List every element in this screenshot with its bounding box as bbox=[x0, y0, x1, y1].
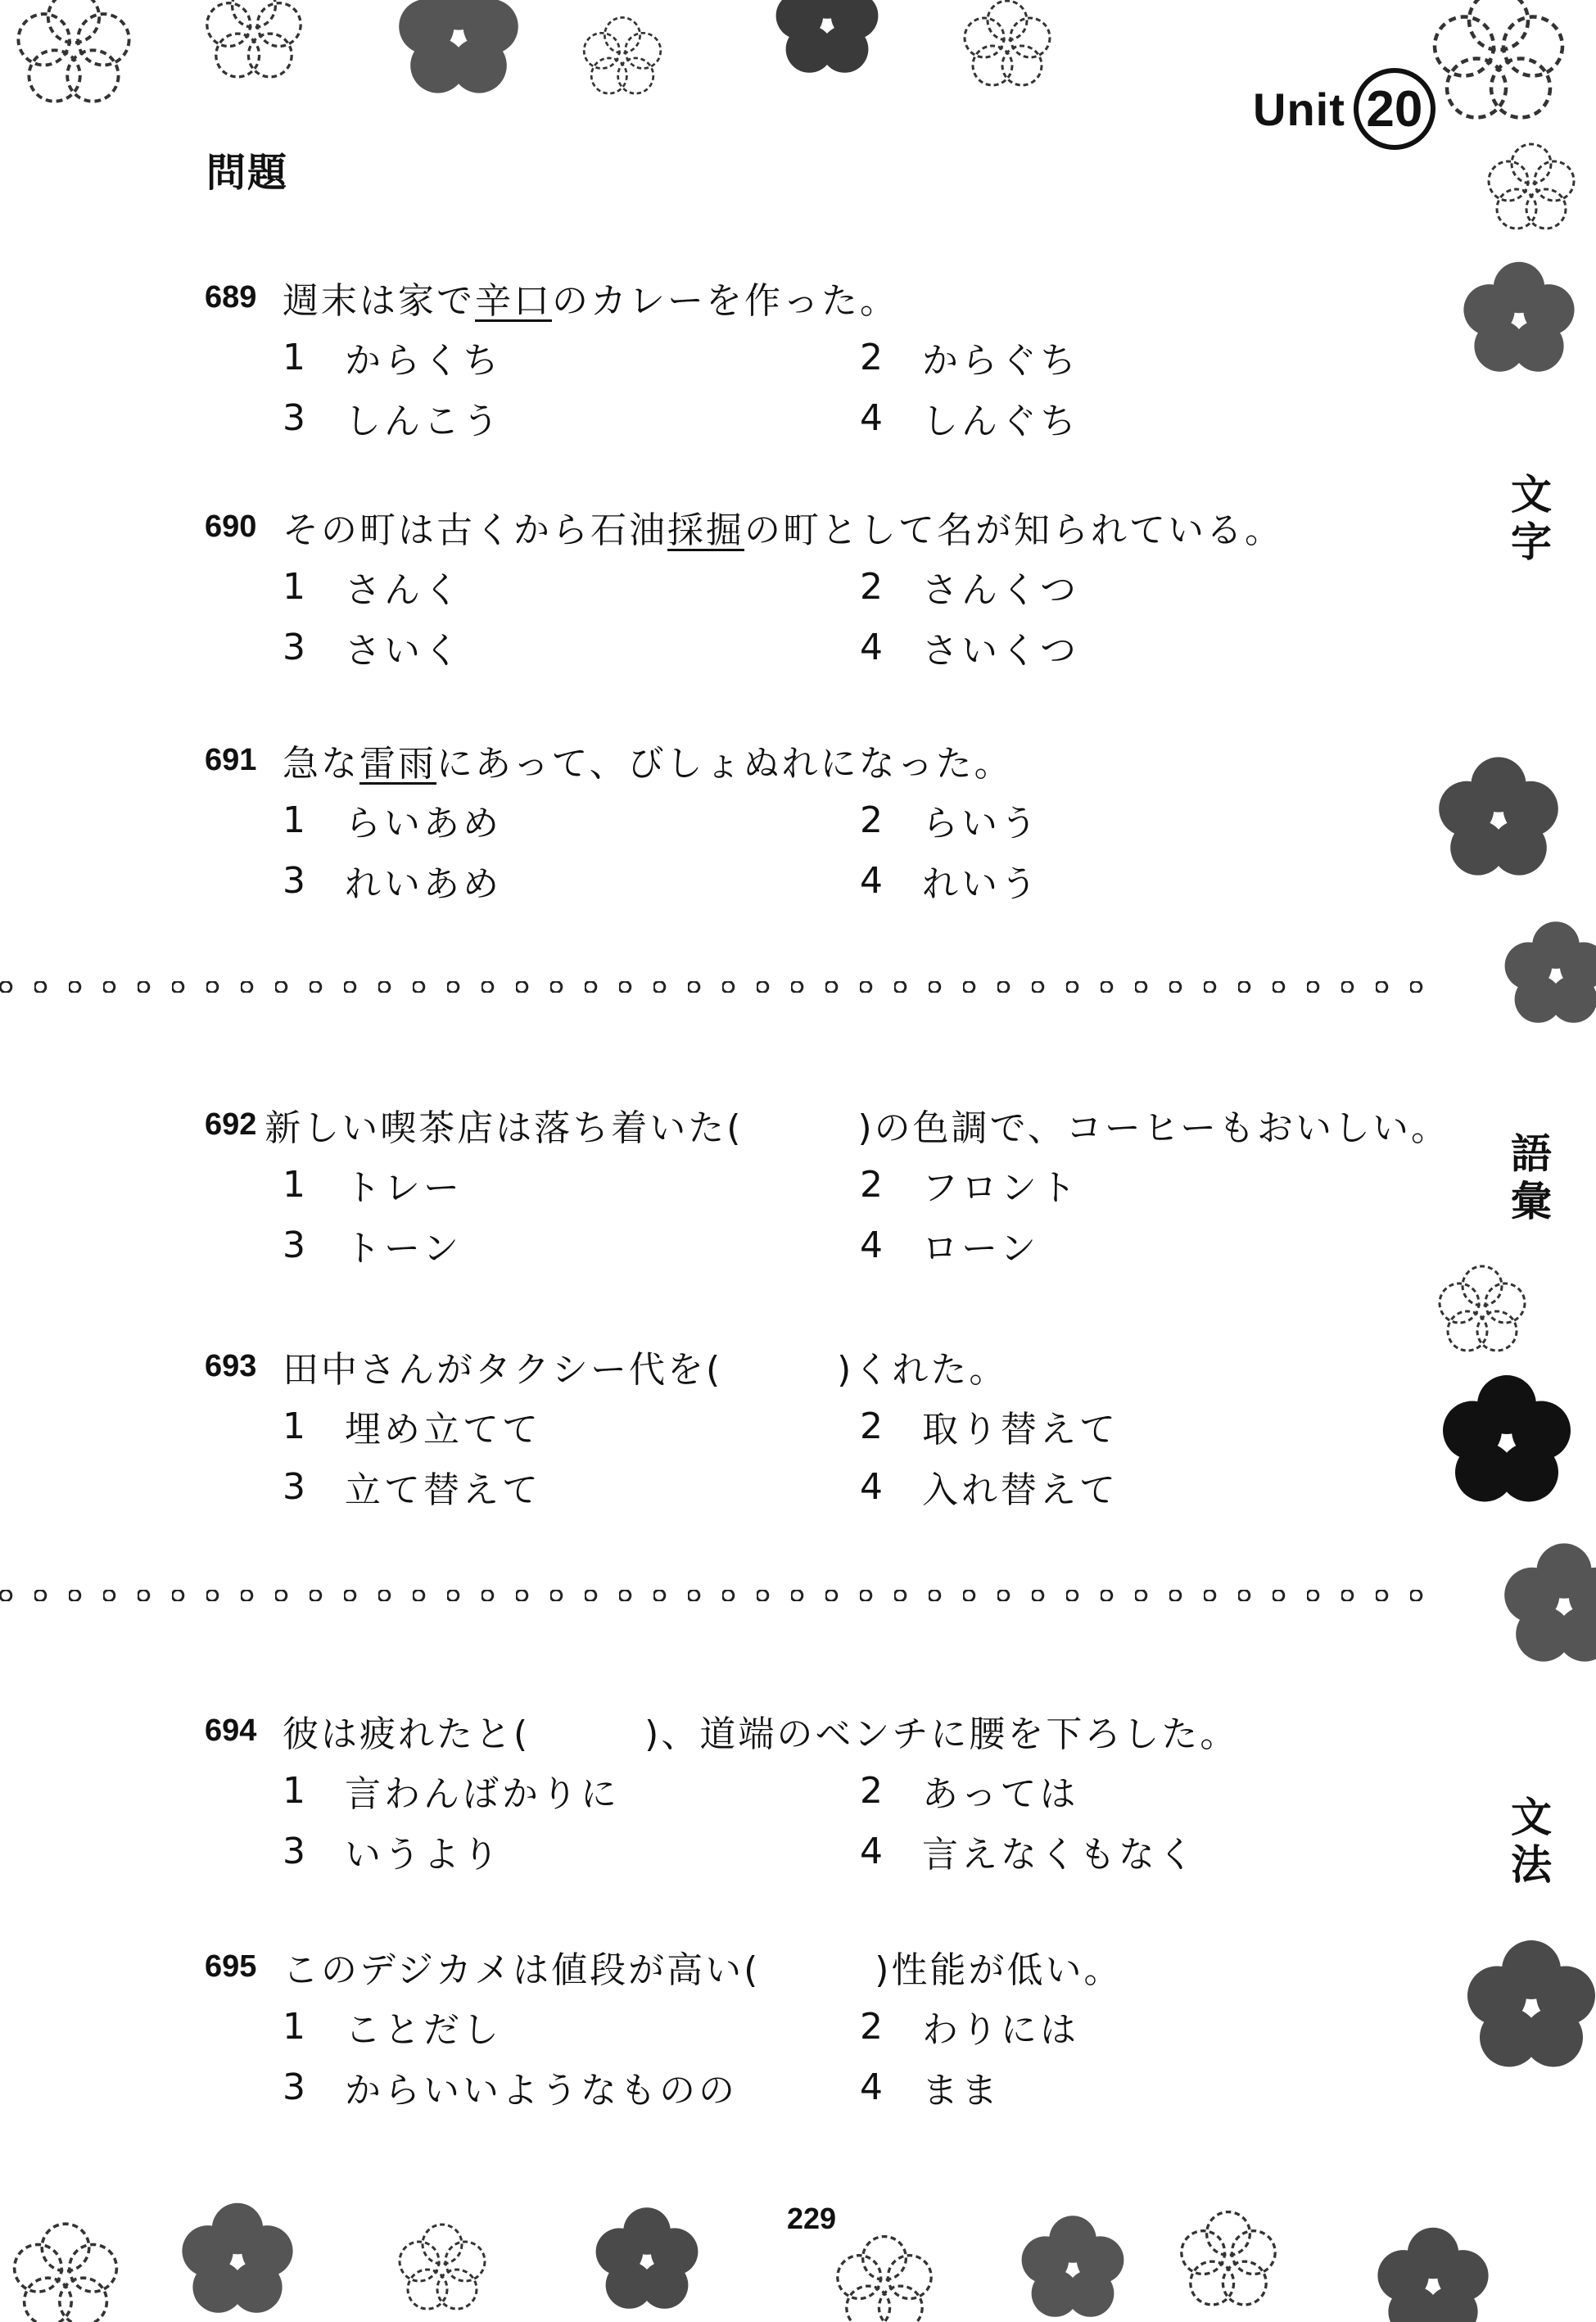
question-number: 693 bbox=[205, 1348, 257, 1383]
underlined-word: 採掘 bbox=[667, 509, 744, 551]
option-4[interactable]: 4 さいくつ bbox=[860, 626, 1079, 672]
unit-badge bbox=[1253, 64, 1435, 154]
side-label-bunpo: 文法 bbox=[1511, 1794, 1552, 1889]
option-2[interactable]: 2 取り替えて bbox=[860, 1405, 1119, 1451]
option-3[interactable]: 3 立て替えて bbox=[283, 1465, 541, 1511]
question-689 bbox=[205, 266, 1449, 448]
question-text: 彼は疲れたと( )、道端のベンチに腰を下ろした。 bbox=[283, 1713, 1239, 1755]
option-1[interactable]: 1 からくち bbox=[283, 336, 502, 382]
question-number: 692 bbox=[205, 1107, 257, 1142]
option-1[interactable]: 1 らいあめ bbox=[283, 799, 502, 844]
underlined-word: 雷雨 bbox=[359, 743, 436, 785]
underlined-word: 辛口 bbox=[475, 280, 552, 322]
side-label-goi: 語彙 bbox=[1511, 1130, 1552, 1225]
section-divider bbox=[0, 1590, 1425, 1601]
option-3[interactable]: 3 トーン bbox=[283, 1224, 463, 1270]
option-1[interactable]: 1 さんく bbox=[283, 565, 463, 611]
option-3[interactable]: 3 からいいようなものの bbox=[283, 2066, 738, 2112]
question-691 bbox=[205, 729, 1449, 911]
option-2[interactable]: 2 からぐち bbox=[860, 336, 1079, 382]
question-number: 690 bbox=[205, 509, 257, 544]
option-4[interactable]: 4 言えなくもなく bbox=[860, 1830, 1197, 1876]
option-4[interactable]: 4 しんぐち bbox=[860, 396, 1079, 442]
page-number: 229 bbox=[782, 2202, 841, 2236]
option-3[interactable]: 3 いうより bbox=[283, 1830, 502, 1876]
question-695 bbox=[205, 1935, 1449, 2117]
option-3[interactable]: 3 れいあめ bbox=[283, 859, 502, 905]
option-2[interactable]: 2 フロント bbox=[860, 1163, 1079, 1209]
option-3[interactable]: 3 しんこう bbox=[283, 396, 502, 442]
question-693 bbox=[205, 1335, 1449, 1517]
question-text: 週末は家で辛口のカレーを作った。 bbox=[283, 280, 898, 322]
question-text: その町は古くから石油採掘の町として名が知られている。 bbox=[283, 509, 1283, 551]
question-694 bbox=[205, 1700, 1449, 1881]
option-1[interactable]: 1 埋め立てて bbox=[283, 1405, 541, 1451]
question-text: 急な雷雨にあって、びしょぬれになった。 bbox=[283, 743, 1013, 785]
unit-label: Unit bbox=[1253, 83, 1345, 135]
option-1[interactable]: 1 トレー bbox=[283, 1163, 463, 1209]
option-3[interactable]: 3 さいく bbox=[283, 626, 463, 672]
question-690 bbox=[205, 496, 1449, 677]
question-692 bbox=[205, 1093, 1449, 1275]
question-number: 691 bbox=[205, 742, 257, 777]
option-2[interactable]: 2 らいう bbox=[860, 799, 1040, 844]
question-text: 新しい喫茶店は落ち着いた( )の色調で、コーヒーもおいしい。 bbox=[264, 1107, 1449, 1149]
unit-number: 20 bbox=[1354, 68, 1435, 150]
question-text: 田中さんがタクシー代を( )くれた。 bbox=[283, 1349, 1008, 1391]
option-2[interactable]: 2 あっては bbox=[860, 1769, 1079, 1815]
option-1[interactable]: 1 言わんばかりに bbox=[283, 1769, 620, 1815]
option-2[interactable]: 2 わりには bbox=[860, 2005, 1079, 2051]
side-label-moji: 文字 bbox=[1511, 471, 1552, 566]
question-text: このデジカメは値段が高い( )性能が低い。 bbox=[283, 1949, 1123, 1991]
section-divider bbox=[0, 981, 1425, 993]
option-4[interactable]: 4 ローン bbox=[860, 1224, 1040, 1270]
question-number: 694 bbox=[205, 1713, 257, 1748]
option-1[interactable]: 1 ことだし bbox=[283, 2005, 502, 2051]
option-4[interactable]: 4 まま bbox=[860, 2066, 1001, 2112]
option-2[interactable]: 2 さんくつ bbox=[860, 565, 1079, 611]
page-title: 問題 bbox=[206, 150, 289, 196]
option-4[interactable]: 4 入れ替えて bbox=[860, 1465, 1119, 1511]
option-4[interactable]: 4 れいう bbox=[860, 859, 1040, 905]
question-number: 695 bbox=[205, 1949, 257, 1984]
question-number: 689 bbox=[205, 279, 257, 315]
